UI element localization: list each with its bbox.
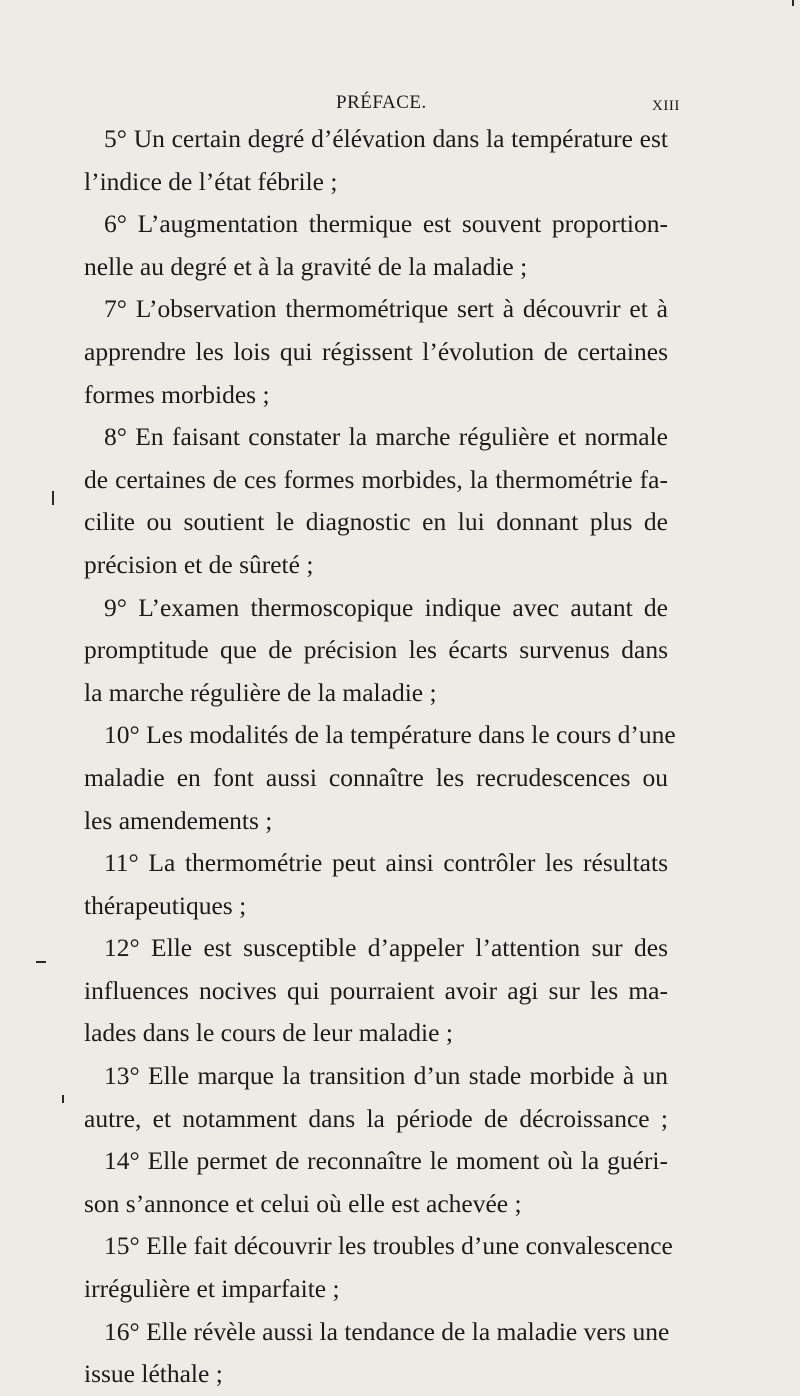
text-line: 7° L’observation thermométrique sert à découvrir et à xyxy=(104,294,668,324)
text-line: irrégulière et imparfaite ; xyxy=(84,1274,340,1304)
preface-text xyxy=(84,118,676,1396)
text-line: thérapeutiques ; xyxy=(84,890,247,920)
text-line: 8° En faisant constater la marche régulière et normale xyxy=(104,422,668,452)
text-line: influences nocives qui pourraient avoir agi sur les ma- xyxy=(84,975,668,1005)
text-line: formes morbides ; xyxy=(84,379,270,409)
text-line: 15° Elle fait découvrir les troubles d’une convalescence xyxy=(104,1231,673,1261)
text-line: la marche régulière de la maladie ; xyxy=(84,677,437,707)
text-line: nelle au degré et à la gravité de la maladie ; xyxy=(84,251,528,281)
text-line: apprendre les lois qui régissent l’évolution de certaines xyxy=(84,336,668,366)
text-line: 12° Elle est susceptible d’appeler l’attention sur des xyxy=(104,933,668,963)
margin-mark xyxy=(792,0,794,6)
margin-mark xyxy=(36,961,46,963)
text-line: 11° La thermométrie peut ainsi contrôler les résultats xyxy=(104,848,668,878)
text-line: lades dans le cours de leur maladie ; xyxy=(84,1018,453,1048)
text-line: 14° Elle permet de reconnaître le moment où la guéri- xyxy=(104,1146,668,1176)
text-line: 13° Elle marque la transition d’un stade morbide à un xyxy=(104,1061,668,1091)
text-line: 5° Un certain degré d’élévation dans la température est xyxy=(104,124,668,153)
text-line: les amendements ; xyxy=(84,805,273,835)
text-line: 16° Elle révèle aussi la tendance de la maladie vers une xyxy=(104,1316,670,1346)
text-line: promptitude que de précision les écarts survenus dans xyxy=(84,635,668,665)
text-line: de certaines de ces formes morbides, la thermométrie fa- xyxy=(84,464,668,494)
margin-mark xyxy=(62,1095,64,1103)
text-line: 10° Les modalités de la température dans le cours d’une xyxy=(104,720,676,750)
running-head xyxy=(0,90,800,116)
text-line: précision et de sûreté ; xyxy=(84,549,314,579)
text-line: 6° L’augmentation thermique est souvent proportion- xyxy=(104,209,668,239)
text-line: son s’annonce et celui où elle est achevée ; xyxy=(84,1188,522,1218)
page-number: XIII xyxy=(652,98,680,114)
text-line: 9° L’examen thermoscopique indique avec autant de xyxy=(104,592,668,622)
running-title: PRÉFACE. xyxy=(336,92,427,113)
text-line: l’indice de l’état fébrile ; xyxy=(84,166,338,196)
text-line: autre, et notamment dans la période de décroissance ; xyxy=(84,1103,668,1133)
text-line: maladie en font aussi connaître les recrudescences ou xyxy=(84,762,668,792)
text-line: cilite ou soutient le diagnostic en lui donnant plus de xyxy=(84,507,668,537)
text-line: issue léthale ; xyxy=(84,1359,223,1389)
margin-mark xyxy=(52,491,54,505)
